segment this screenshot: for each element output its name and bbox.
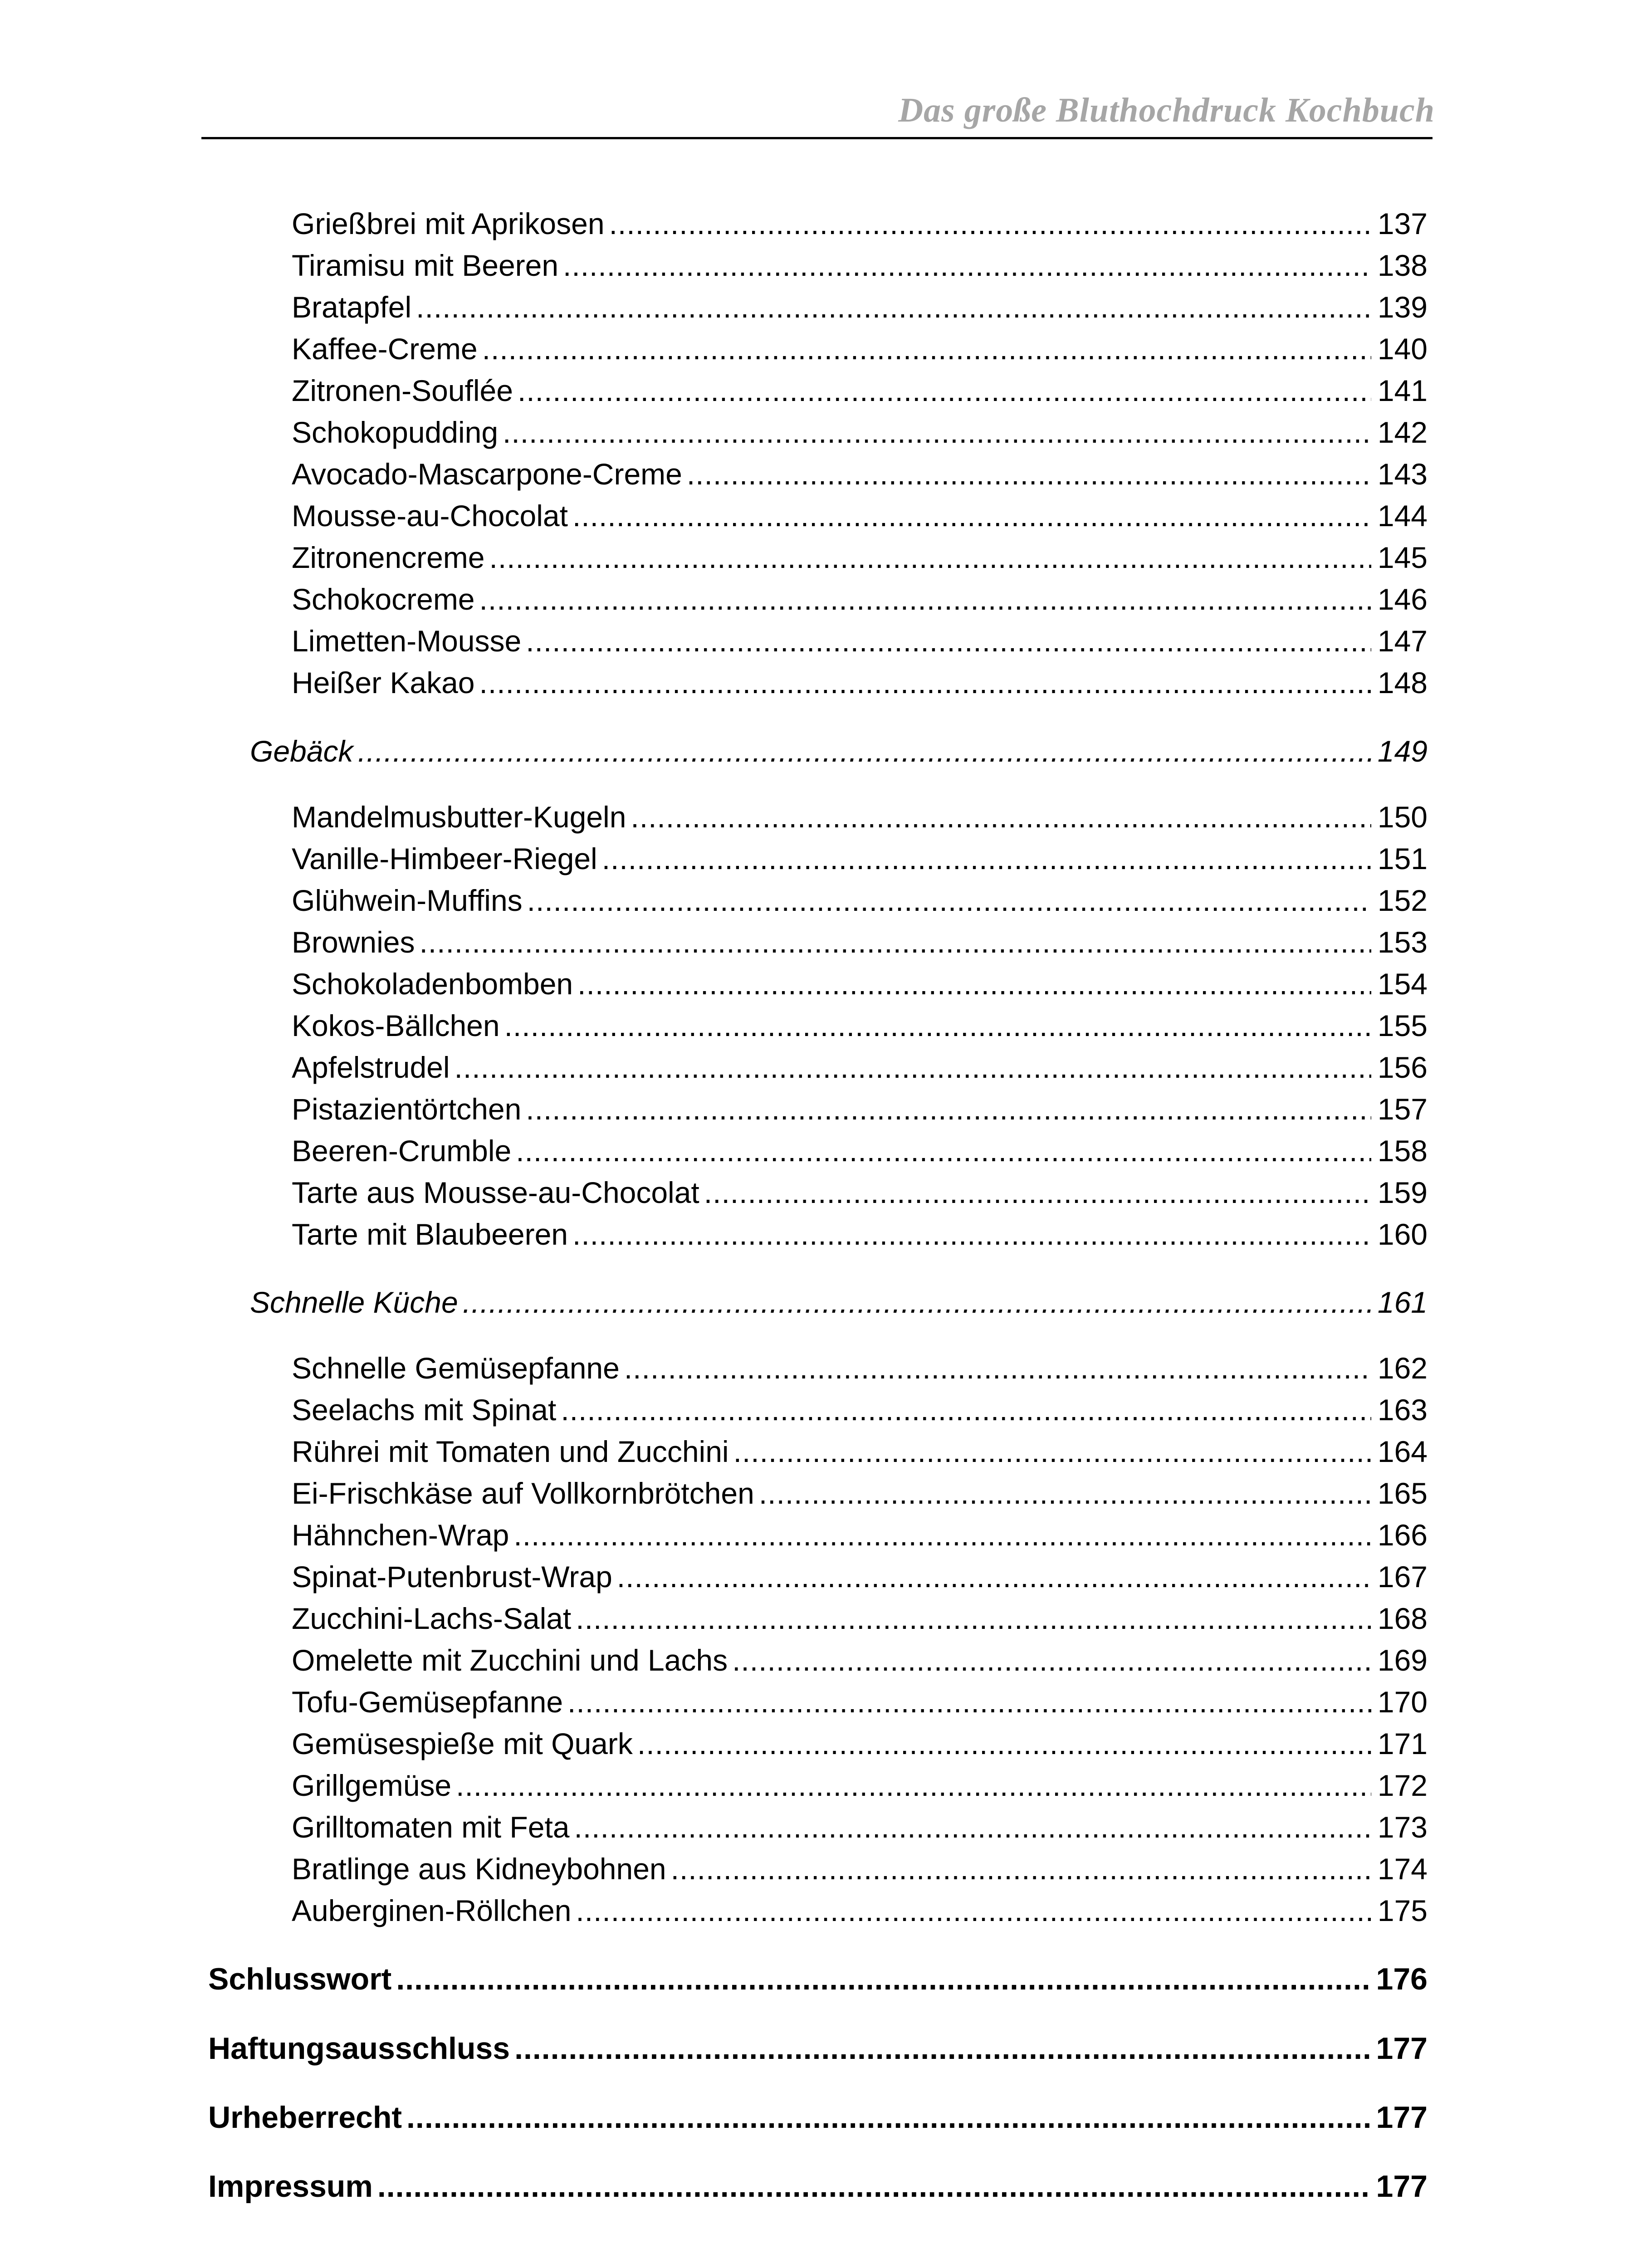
toc-entry-page: 140 xyxy=(1377,332,1428,366)
dot-leader xyxy=(602,841,1371,876)
toc-entry-page: 158 xyxy=(1377,1134,1428,1168)
dot-leader xyxy=(455,1050,1371,1085)
dot-leader xyxy=(732,1643,1371,1677)
toc-entry[interactable] xyxy=(292,1726,1428,1768)
toc-entry[interactable] xyxy=(292,499,1428,540)
dot-leader xyxy=(516,1134,1371,1168)
toc-entry[interactable] xyxy=(292,206,1428,248)
toc-entry[interactable] xyxy=(292,624,1428,665)
dot-leader xyxy=(577,967,1371,1001)
toc-entry[interactable] xyxy=(292,457,1428,499)
toc-entry-page: 163 xyxy=(1377,1393,1428,1427)
dot-leader xyxy=(526,1092,1371,1126)
toc-chapter-page: 177 xyxy=(1376,2100,1428,2135)
toc-entry-page: 157 xyxy=(1377,1092,1428,1126)
toc-entry-title: Schokopudding xyxy=(292,415,499,449)
toc-entry-title: Grilltomaten mit Feta xyxy=(292,1810,570,1844)
toc-entry-title: Mandelmusbutter-Kugeln xyxy=(292,800,626,834)
toc-entry-title: Auberginen-Röllchen xyxy=(292,1894,572,1927)
toc-entry-title: Omelette mit Zucchini und Lachs xyxy=(292,1643,728,1677)
toc-entry[interactable] xyxy=(292,841,1428,883)
dot-leader xyxy=(419,925,1371,959)
toc-entry-page: 152 xyxy=(1377,884,1428,917)
toc-entry-page: 156 xyxy=(1377,1051,1428,1084)
toc-chapter-impressum[interactable] xyxy=(208,2169,1428,2212)
toc-entry-page: 137 xyxy=(1377,207,1428,240)
toc-entry-title: Tarte mit Blaubeeren xyxy=(292,1217,568,1251)
toc-chapter-haftungsausschluss[interactable] xyxy=(208,2031,1428,2074)
dot-leader xyxy=(482,332,1371,366)
toc-entry-title: Schokoladenbomben xyxy=(292,967,573,1001)
dot-leader xyxy=(514,2031,1369,2066)
toc-entry[interactable] xyxy=(292,1092,1428,1134)
toc-chapter-title: Urheberrecht xyxy=(208,2100,402,2135)
dot-leader xyxy=(513,1518,1371,1552)
dot-leader xyxy=(561,1393,1371,1427)
toc-entry[interactable] xyxy=(292,1134,1428,1175)
dot-leader xyxy=(572,499,1371,533)
toc-entry-page: 172 xyxy=(1377,1769,1428,1802)
toc-entry-page: 146 xyxy=(1377,582,1428,616)
dot-leader xyxy=(624,1351,1371,1385)
toc-entry-page: 168 xyxy=(1377,1602,1428,1635)
toc-entry-title: Bratapfel xyxy=(292,290,412,324)
dot-leader xyxy=(479,665,1371,700)
toc-entry-title: Zitronencreme xyxy=(292,541,485,574)
toc-entry[interactable] xyxy=(292,415,1428,457)
toc-entry-page: 155 xyxy=(1377,1009,1428,1042)
toc-entry-title: Grillgemüse xyxy=(292,1769,452,1802)
toc-entry-title: Mousse-au-Chocolat xyxy=(292,499,568,533)
toc-entry-page: 147 xyxy=(1377,624,1428,658)
toc-entry-title: Tiramisu mit Beeren xyxy=(292,249,559,282)
dot-leader xyxy=(609,206,1371,241)
toc-chapter-page: 176 xyxy=(1376,1962,1428,1996)
dot-leader xyxy=(671,1852,1371,1886)
toc-entry[interactable] xyxy=(292,1601,1428,1643)
toc-entry-title: Beeren-Crumble xyxy=(292,1134,512,1168)
toc-entry-page: 143 xyxy=(1377,457,1428,491)
dot-leader xyxy=(567,1685,1371,1719)
toc-entry-page: 173 xyxy=(1377,1810,1428,1844)
toc-chapter-title: Haftungsausschluss xyxy=(208,2031,510,2066)
dot-leader xyxy=(416,290,1371,324)
toc-entry-page: 153 xyxy=(1377,925,1428,959)
toc-entry[interactable] xyxy=(292,1175,1428,1217)
toc-entry-title: Rührei mit Tomaten und Zucchini xyxy=(292,1435,729,1468)
toc-entry[interactable] xyxy=(292,540,1428,582)
toc-section-schnelle-kueche[interactable] xyxy=(250,1285,1428,1327)
toc-entry-page: 142 xyxy=(1377,415,1428,449)
dot-leader xyxy=(518,373,1371,408)
toc-entry[interactable] xyxy=(292,1559,1428,1601)
toc-entry[interactable] xyxy=(292,1351,1428,1393)
toc-entry[interactable] xyxy=(292,1434,1428,1476)
dot-leader xyxy=(617,1559,1371,1594)
dot-leader xyxy=(574,1810,1371,1844)
toc-entry-page: 141 xyxy=(1377,374,1428,407)
dot-leader xyxy=(687,457,1371,491)
toc-entry[interactable] xyxy=(292,967,1428,1008)
toc-entry-page: 167 xyxy=(1377,1560,1428,1593)
dot-leader xyxy=(463,1285,1371,1320)
toc-entry-title: Schokocreme xyxy=(292,582,475,616)
toc-entry-title: Apfelstrudel xyxy=(292,1051,450,1084)
toc-chapter-urheberrecht[interactable] xyxy=(208,2100,1428,2143)
toc-section-title: Schnelle Küche xyxy=(250,1286,458,1319)
toc-entry-page: 144 xyxy=(1377,499,1428,533)
toc-entry-title: Zitronen-Souflée xyxy=(292,374,513,407)
toc-entry-page: 175 xyxy=(1377,1894,1428,1927)
dot-leader xyxy=(576,1601,1371,1636)
running-header-title: Das große Bluthochdruck Kochbuch xyxy=(898,91,1435,129)
dot-leader xyxy=(504,1008,1371,1043)
toc-entry[interactable] xyxy=(292,1217,1428,1259)
dot-leader xyxy=(631,800,1371,834)
toc-entry-page: 166 xyxy=(1377,1518,1428,1552)
toc-section-page: 161 xyxy=(1377,1286,1428,1319)
toc-entry[interactable] xyxy=(292,800,1428,841)
toc-entry-title: Kaffee-Creme xyxy=(292,332,478,366)
toc-section-page: 149 xyxy=(1377,734,1428,768)
toc-chapter-page: 177 xyxy=(1376,2169,1428,2204)
toc-entry[interactable] xyxy=(292,1050,1428,1092)
toc-entry[interactable] xyxy=(292,925,1428,967)
toc-entry-page: 165 xyxy=(1377,1476,1428,1510)
dot-leader xyxy=(527,883,1371,918)
toc-entry-page: 170 xyxy=(1377,1685,1428,1719)
toc-entry[interactable] xyxy=(292,248,1428,290)
toc-entry[interactable] xyxy=(292,1008,1428,1050)
toc-entry-title: Gemüsespieße mit Quark xyxy=(292,1727,633,1760)
toc-entry[interactable] xyxy=(292,1685,1428,1726)
toc-entry-title: Tarte aus Mousse-au-Chocolat xyxy=(292,1176,699,1209)
toc-chapter-schlusswort[interactable] xyxy=(208,1961,1428,2005)
toc-entry-title: Zucchini-Lachs-Salat xyxy=(292,1602,572,1635)
toc-entry-page: 151 xyxy=(1377,842,1428,875)
dot-leader xyxy=(479,582,1371,616)
toc-entry-title: Schnelle Gemüsepfanne xyxy=(292,1351,620,1385)
dot-leader xyxy=(733,1434,1371,1469)
toc-entry[interactable] xyxy=(292,1893,1428,1935)
dot-leader xyxy=(526,624,1371,658)
toc-entry-title: Avocado-Mascarpone-Creme xyxy=(292,457,682,491)
dot-leader xyxy=(377,2169,1370,2204)
toc-entry-title: Limetten-Mousse xyxy=(292,624,522,658)
toc-entry-page: 160 xyxy=(1377,1217,1428,1251)
toc-entry-page: 162 xyxy=(1377,1351,1428,1385)
toc-entry-title: Brownies xyxy=(292,925,415,959)
toc-entry-title: Glühwein-Muffins xyxy=(292,884,523,917)
dot-leader xyxy=(406,2100,1370,2135)
toc-chapter-title: Schlusswort xyxy=(208,1962,392,1996)
toc-entry-page: 138 xyxy=(1377,249,1428,282)
dot-leader xyxy=(759,1476,1371,1510)
toc-entry-title: Vanille-Himbeer-Riegel xyxy=(292,842,597,875)
toc-entry[interactable] xyxy=(292,1768,1428,1810)
toc-entry-page: 150 xyxy=(1377,800,1428,834)
toc-entry-page: 164 xyxy=(1377,1435,1428,1468)
toc-entry[interactable] xyxy=(292,582,1428,624)
toc-entry-title: Tofu-Gemüsepfanne xyxy=(292,1685,563,1719)
toc-entry[interactable] xyxy=(292,1643,1428,1685)
toc-entry-title: Pistazientörtchen xyxy=(292,1092,522,1126)
dot-leader xyxy=(637,1726,1371,1761)
toc-chapter-page: 177 xyxy=(1376,2031,1428,2066)
toc-entry[interactable] xyxy=(292,1393,1428,1434)
toc-entry[interactable] xyxy=(292,332,1428,373)
toc-entry[interactable] xyxy=(292,290,1428,332)
toc-entry-title: Ei-Frischkäse auf Vollkornbrötchen xyxy=(292,1476,754,1510)
toc-entry-page: 159 xyxy=(1377,1176,1428,1209)
toc-entry-title: Hähnchen-Wrap xyxy=(292,1518,509,1552)
toc-entry[interactable] xyxy=(292,1518,1428,1559)
toc-entry-title: Bratlinge aus Kidneybohnen xyxy=(292,1852,666,1886)
toc-entry-page: 169 xyxy=(1377,1643,1428,1677)
dot-leader xyxy=(489,540,1371,575)
toc-entry[interactable] xyxy=(292,1476,1428,1518)
header-divider xyxy=(201,137,1433,139)
toc-entry[interactable] xyxy=(292,1852,1428,1893)
toc-entry-title: Heißer Kakao xyxy=(292,666,475,699)
toc-entry-title: Grießbrei mit Aprikosen xyxy=(292,207,605,240)
toc-entry[interactable] xyxy=(292,1810,1428,1852)
toc-entry-page: 139 xyxy=(1377,290,1428,324)
toc-entry-page: 145 xyxy=(1377,541,1428,574)
toc-entry-title: Spinat-Putenbrust-Wrap xyxy=(292,1560,612,1593)
dot-leader xyxy=(357,734,1371,768)
toc-entry[interactable] xyxy=(292,665,1428,707)
toc-entry[interactable] xyxy=(292,373,1428,415)
toc-entry-page: 154 xyxy=(1377,967,1428,1001)
toc-entry-page: 171 xyxy=(1377,1727,1428,1760)
toc-entry-title: Seelachs mit Spinat xyxy=(292,1393,557,1427)
dot-leader xyxy=(396,1961,1369,1997)
dot-leader xyxy=(563,248,1371,283)
dot-leader xyxy=(576,1893,1371,1928)
dot-leader xyxy=(572,1217,1371,1251)
toc-entry-page: 174 xyxy=(1377,1852,1428,1886)
toc-section-gebaeck[interactable] xyxy=(250,734,1428,776)
toc-section-title: Gebäck xyxy=(250,734,353,768)
toc-entry[interactable] xyxy=(292,883,1428,925)
toc-entry-title: Kokos-Bällchen xyxy=(292,1009,500,1042)
dot-leader xyxy=(456,1768,1371,1803)
toc-entry-page: 148 xyxy=(1377,666,1428,699)
dot-leader xyxy=(503,415,1371,450)
toc-chapter-title: Impressum xyxy=(208,2169,373,2204)
dot-leader xyxy=(704,1175,1371,1210)
